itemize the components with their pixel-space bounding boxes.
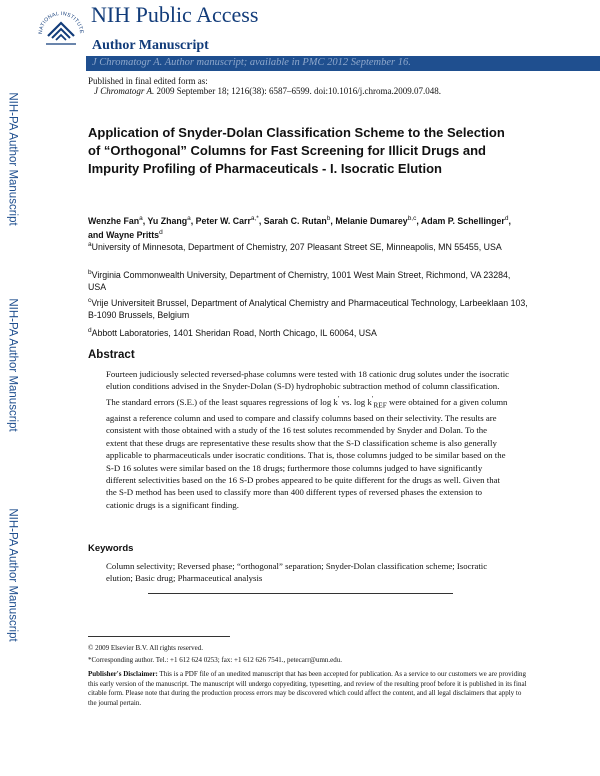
publisher-disclaimer [88,670,528,708]
abstract-part3: were obtained for a given column against a reference column and used to compare and classify columns based on their selectivity. The results are consistent with those obtained with a study of the 16 test solutes recommended by Snyder and Dolan. To the extent that these drugs are representative these results show that the S-D classification scheme is also generally applicable to pharmaceuticals under isocratic conditions. That is, those columns judged to be similar based on the S-D 16 solutes were similar based on the 18 drugs; furthermore those columns judged to have significantly different selectivities based on the 16 S-D probes appeared to be quite different for the drugs as well. Given that the S-D method has been used to classify more than 400 different types of reversed phases the extension to cationic drugs is a significant finding. [106,396,508,510]
author-list: Wenzhe Fan$^a$, Yu Zhang$^a$, Peter W. Carr$^{a,*}$, Sarah C. Rutan$^b$, Melanie Dumarey$^{b,c}$, Adam P. Schellinger$^d$, and Wayne Pritts$^d$ [88,215,511,241]
published-label: Published in final edited form as: [88,76,208,86]
affiliation-b [88,267,528,294]
side-label-2 [2,290,24,440]
affiliation-d [88,325,528,339]
nih-public-access-title: NIH Public Access [91,2,259,27]
abstract-part2: vs. log k [339,396,372,407]
keywords-heading: Keywords [88,543,134,554]
paper-title: Application of Snyder-Dolan Classification Scheme to the Selection of “Orthogonal” Columns for Fast Screening for Illicit Drugs and Impurity Profiling of Pharmaceuticals - I. Isocratic Elution [88,125,505,176]
author-name: Melanie Dumarey [335,215,408,226]
affiliation-sup: a [88,241,92,248]
citation-journal: J Chromatogr A. [94,86,155,96]
side-label-text: NIH-PA Author Manuscript [7,508,19,642]
citation [94,86,441,96]
abstract-body [106,368,510,511]
affiliation-text: Virginia Commonwealth University, Department of Chemistry, 1001 West Main Street, Richmond, VA 23284, USA [88,269,511,293]
copyright-notice: © 2009 Elsevier B.V. All rights reserved. [88,644,204,652]
author-sup: b,c [407,215,417,222]
corresponding-author-note: *Corresponding author. Tel.: +1 612 624 0253; fax: +1 612 626 7541., petecarr@umn.edu. [88,656,343,664]
affiliation-sup: c [88,297,92,304]
author-sup: a,* [250,215,259,222]
ref-subscript: REF [373,400,387,410]
author-sup: a [139,215,143,222]
affiliation-text: Abbott Laboratories, 1401 Sheridan Road, North Chicago, IL 60064, USA [91,327,377,338]
author-sup: d [159,229,163,237]
availability-text: Author manuscript; available in PMC 2012 September 16. [164,57,411,68]
disclaimer-label: Publisher's Disclaimer: [88,670,158,678]
citation-details: 2009 September 18; 1216(38): 6587–6599. doi:10.1016/j.chroma.2009.07.048. [156,86,441,96]
author-sup: b [326,215,331,222]
author-sup: d [504,215,509,222]
side-label-text: NIH-PA Author Manuscript [7,298,19,432]
logo-arc-text: NATIONAL INSTITUTE [37,10,85,35]
affiliation-sup: b [88,269,92,276]
affiliation-text: Vrije Universiteit Brussel, Department of Analytical Chemistry and Pharmaceutical Technology, Larbeeklaan 103, B-1090 Brussels, Belgium [88,297,528,321]
prime-mark: ′ [371,393,374,403]
author-name: Sarah C. Rutan [263,215,327,226]
prime-mark: ′ [337,393,340,403]
author-name: Wayne Pritts [106,230,160,241]
author-name: Wenzhe Fan [88,215,140,226]
availability-line [92,57,411,68]
author-manuscript-label: Author Manuscript [92,38,209,53]
author-name: Yu Zhang [147,215,188,226]
affiliation-a [88,239,528,253]
affiliation-c [88,295,528,322]
footnote-divider [88,636,230,637]
author-name: Peter W. Carr [195,215,251,226]
availability-journal: J Chromatogr A. [92,57,163,68]
side-label-1 [2,84,24,234]
abstract-part1: Fourteen judiciously selected reversed-phase columns were tested with 18 cationic drug solutes under the isocratic elution conditions advised in the Snyder-Dolan (S-D) hydrophobic subtraction method of column classification. The standard errors (S.E.) of the least squares regressions of log k [106,369,510,407]
author-name: Adam P. Schellinger [420,215,505,226]
keywords-list: Column selectivity; Reversed phase; “orthogonal” separation; Snyder-Dolan classification scheme; Isocratic elution; Basic drug; Pharmaceutical analysis [106,561,488,584]
section-divider [148,593,453,594]
affiliation-text: University of Minnesota, Department of Chemistry, 207 Pleasant Street SE, Minneapolis, MN 55455, USA [91,241,502,252]
disclaimer-text: This is a PDF file of an unedited manuscript that has been accepted for publication. As a service to our customers we are providing this early version of the manuscript. The manuscript will undergo copyediting, typesetting, and review of the resulting proof before it is published in its final citable form. Please note that during the production process errors may be discovered which could affect the content, and all legal disclaimers that apply to the journal pertain. [88,670,527,707]
affiliation-sup: d [88,327,92,334]
abstract-heading: Abstract [88,349,135,361]
side-label-3 [2,500,24,650]
side-label-text: NIH-PA Author Manuscript [7,92,19,226]
nih-logo [36,4,86,56]
author-sup: a [187,215,191,222]
